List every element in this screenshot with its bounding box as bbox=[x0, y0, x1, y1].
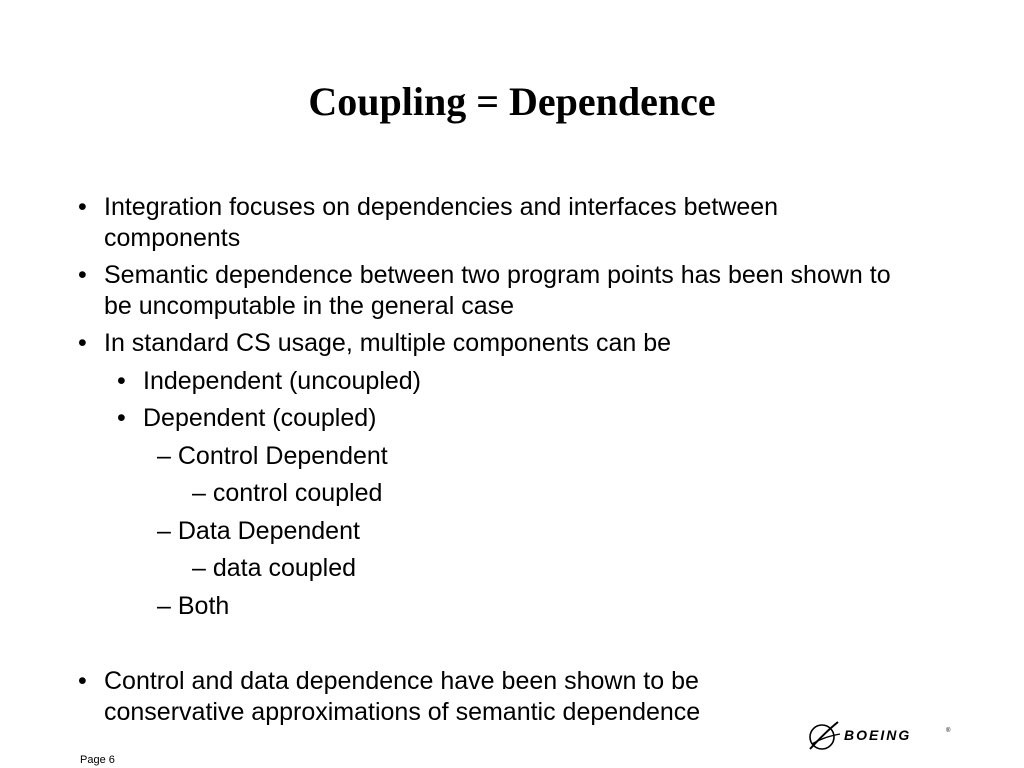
bullet-text: Semantic dependence between two program points has been shown to be uncomputable in the general case bbox=[104, 261, 891, 320]
sub-bullet-item bbox=[117, 403, 377, 434]
bullet-item bbox=[78, 192, 898, 254]
dash-icon: – bbox=[157, 517, 171, 545]
bullet-item bbox=[78, 666, 798, 728]
dash-icon: – bbox=[192, 479, 206, 507]
sub-bullet-text: Independent (uncoupled) bbox=[143, 367, 422, 395]
slide-title: Coupling = Dependence bbox=[308, 79, 716, 124]
logo-wordmark: BOEING bbox=[844, 727, 912, 743]
bullet-text: In standard CS usage, multiple components can be bbox=[104, 329, 672, 357]
dash-item bbox=[157, 591, 229, 622]
bullet-icon: • bbox=[78, 667, 87, 695]
boeing-symbol-icon bbox=[810, 722, 840, 749]
sub-bullet-text: Dependent (coupled) bbox=[143, 404, 377, 432]
dash-text: Control Dependent bbox=[177, 442, 388, 470]
dash-icon: – bbox=[157, 592, 171, 620]
dash-text: control coupled bbox=[212, 479, 383, 507]
dash-icon: – bbox=[192, 554, 206, 582]
bullet-icon: • bbox=[78, 261, 87, 289]
bullet-icon: • bbox=[117, 404, 126, 432]
bullet-text: Integration focuses on dependencies and interfaces between components bbox=[104, 193, 779, 252]
dash-item bbox=[157, 516, 360, 547]
boeing-logo bbox=[806, 716, 954, 756]
dash-item bbox=[157, 441, 388, 472]
dash-item bbox=[192, 553, 356, 584]
dash-item bbox=[192, 478, 382, 509]
bullet-icon: • bbox=[117, 367, 126, 395]
dash-icon: – bbox=[157, 442, 171, 470]
bullet-item bbox=[78, 260, 898, 322]
bullet-text: Control and data dependence have been shown to be conservative approximations of semantic dependence bbox=[104, 667, 701, 726]
bullet-icon: • bbox=[78, 329, 87, 357]
dash-text: Both bbox=[177, 592, 230, 620]
bullet-icon: • bbox=[78, 193, 87, 221]
bullet-item bbox=[78, 328, 898, 359]
logo-registered-mark: ® bbox=[946, 728, 951, 734]
sub-bullet-item bbox=[117, 366, 421, 397]
dash-text: data coupled bbox=[212, 554, 357, 582]
dash-text: Data Dependent bbox=[177, 517, 360, 545]
page-number: Page 6 bbox=[80, 754, 115, 766]
